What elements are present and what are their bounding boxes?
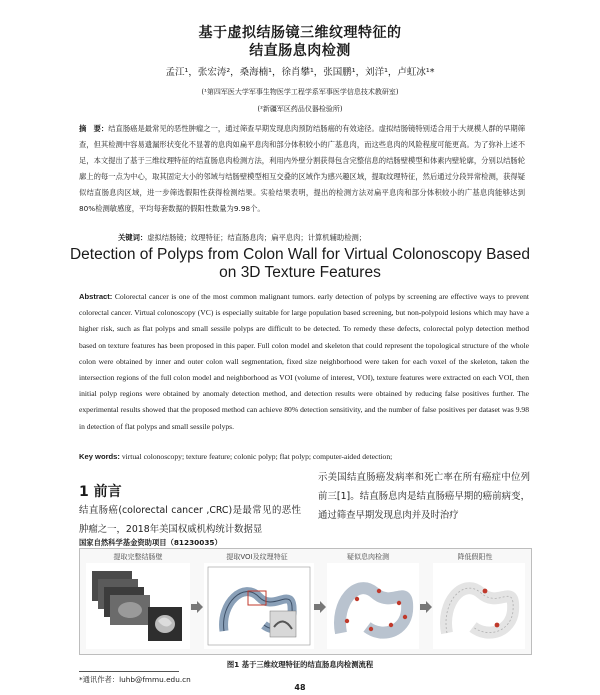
- authors: 孟江¹，张宏涛²，桑海楠¹，徐肖攀¹，张国鹏¹，刘洋¹，卢虹冰¹*: [165, 67, 435, 78]
- cn-title-line1: 基于虚拟结肠镜三维纹理特征的: [198, 25, 402, 41]
- en-abstract: [79, 289, 529, 435]
- ct-slices-image: [86, 563, 190, 649]
- arrow-icon: [314, 601, 326, 613]
- figure-label-1: 提取完整结肠壁: [113, 553, 163, 561]
- page-number: 48: [294, 683, 306, 692]
- figure-label-4: 降低假阳性: [457, 553, 493, 561]
- polyp-detection-image: [327, 563, 419, 649]
- workflow-figure: [79, 548, 532, 655]
- en-abstract-label: Abstract:: [79, 292, 113, 301]
- en-keywords: [79, 452, 529, 461]
- arrow-icon: [191, 601, 203, 613]
- section-right-column: 示美国结直肠癌发病率和死亡率在所有癌症中位列前三[1]。结直肠息肉是结直肠癌早期的癌前病变，通过筛查早期发现息肉并及时治疗: [318, 472, 530, 521]
- cn-title-line2: 结直肠息肉检测: [249, 43, 351, 59]
- affiliation-2: (²新疆军区药品仪器检验所): [257, 105, 343, 113]
- figure-label-2: 提取VOI及纹理特征: [226, 553, 288, 561]
- cn-keywords-text: 虚拟结肠镜；纹理特征；结直肠息肉；扁平息肉；计算机辅助检测；: [147, 233, 367, 242]
- en-keywords-text: virtual colonoscopy; texture feature; colonic polyp; flat polyp; computer-aided detection;: [121, 452, 393, 461]
- figure-panel-detection: [327, 563, 419, 649]
- footnote-divider: [79, 671, 179, 672]
- en-keywords-label: Key words:: [79, 452, 120, 461]
- cn-abstract-text: 结直肠癌是最常见的恶性肿瘤之一，通过筛查早期发现息肉预防结肠癌的有效途径。虚拟结肠镜特别适合用于大规模人群的早期筛查，但其检测中容易遗漏形状变化不显著的息肉如扁平息肉和部分体积较小的广基息肉，而这些息肉的风险程度可能更高。为了弥补上述不足，本文提出了基于三维纹理特征的结直肠息肉检测方法，利用内外壁分割获得包含完整信息的结肠壁模型和体素内壁轮廓，分别以结肠轮廓上的每一点为中心，取其固定大小的邻域与结肠壁模型相互交叠的区域作为感兴趣区域，提取纹理特征，然后通过分段异常检测，获得疑似结直肠息肉区域，进一步筛选假阳性获得检测结果。实验结果表明，提出的检测方法对扁平息肉和部分体积较小的广基息肉能够达到80%检测敏感度，平均每套数据的假阳性数量为9.98个。: [79, 124, 525, 213]
- corresponding-author: *通讯作者：luhb@fmmu.edu.cn: [79, 675, 191, 684]
- figure-label-3: 疑似息肉检测: [347, 553, 389, 561]
- cn-keywords: [118, 233, 366, 243]
- en-title-line2: on 3D Texture Features: [219, 264, 381, 281]
- section-left-column: 结直肠癌(colorectal cancer ,CRC)是最常见的恶性肿瘤之一，2018年美国权威机构统计数据显: [79, 505, 301, 535]
- funding-note: 国家自然科学基金资助项目（81230035）: [79, 538, 222, 547]
- figure-panel-colon-wall: [86, 563, 190, 649]
- affiliation-1: (¹第四军医大学军事生物医学工程学系军事医学信息技术教研室): [201, 88, 399, 96]
- section-heading: 1 前言: [79, 484, 122, 500]
- en-title-line1: Detection of Polyps from Colon Wall for Virtual Colonoscopy Based: [69, 246, 531, 263]
- cn-keywords-label: 关键词：: [118, 233, 148, 242]
- figure-caption: 图1 基于三维纹理特征的结直肠息肉检测流程: [226, 660, 374, 669]
- figure-panel-voi: [204, 563, 314, 649]
- colon-model-image: [204, 563, 314, 649]
- reduced-false-positive-image: [433, 563, 525, 649]
- figure-panel-false-positive: [433, 563, 525, 649]
- en-abstract-text: Colorectal cancer is one of the most common malignant tumors. early detection of polyps by screening are effective ways to prevent colorectal cancer. Virtual colonoscopy (VC) is especially suitable for large population based screening, but non-polypoid lesions which may have a higher risk, such as flat polyps and small sessile polyps are difficult to be detected. To remedy these defects, colorectal polyp detection method based on texture features has been proposed in this paper. Full colon model and skeleton that could represent the topological structure of the whole colon were obtained by inner and outer colon wall segmentation, fixed size neighborhood were taken for each voxel of the skeleton, taken the intersection regions of the full colon model and neighborhood as VOI (volume of interest, VOI), texture features were extracted on each VOI, then initial polyp regions were obtained by anomaly detection method, and detection results were obtained by reducing false positives further. The experimental results showed that the proposed method can achieve 80% detection sensitivity, and the number of false positives per dataset was 9.98 in detection of flat polyps and small sessile polyps.: [79, 292, 529, 431]
- cn-abstract-label: 摘 要：: [79, 124, 109, 133]
- arrow-icon: [420, 601, 432, 613]
- cn-abstract: [79, 121, 525, 217]
